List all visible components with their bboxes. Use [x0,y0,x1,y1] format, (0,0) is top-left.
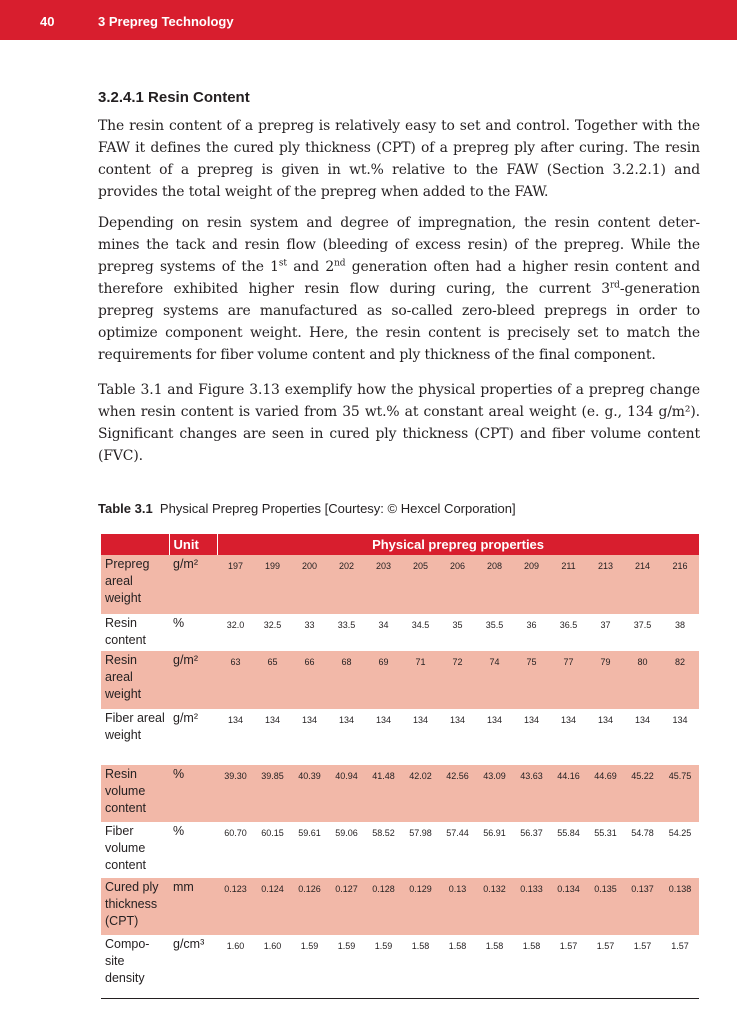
value-cell: 134 [439,709,476,765]
value-cell: 71 [402,651,439,709]
value-cell: 0.128 [365,878,402,935]
table-row [101,878,699,935]
value-cell: 42.56 [439,765,476,822]
value-cell: 1.58 [476,935,513,992]
page-number: 40 [40,14,55,29]
value-cell: 134 [254,709,291,765]
superscript-st: st [278,258,287,269]
value-cell: 1.59 [291,935,328,992]
value-cell: 37 [587,614,624,651]
row-unit: g/m² [169,709,217,765]
table-row [101,614,699,651]
value-cell: 35.5 [476,614,513,651]
values-header: Physical prepreg properties [217,534,699,555]
value-cell: 1.58 [513,935,550,992]
paragraph-2-part-b: and 2 [286,259,335,275]
row-unit: % [169,822,217,878]
table-caption [98,501,516,516]
value-cell: 1.57 [624,935,661,992]
value-cell: 68 [328,651,365,709]
value-cell: 77 [550,651,587,709]
row-unit: % [169,765,217,822]
value-cell: 134 [550,709,587,765]
value-cell: 43.09 [476,765,513,822]
value-cell: 59.61 [291,822,328,878]
row-label: Compo-site density [101,935,169,992]
value-cell: 69 [365,651,402,709]
row-label: Fiber areal weight [101,709,169,765]
page-header-bar [0,0,737,40]
value-cell: 60.15 [254,822,291,878]
table-body [101,555,699,992]
section-heading: 3.2.4.1 Resin Content [98,89,250,106]
value-cell: 55.84 [550,822,587,878]
value-cell: 134 [624,709,661,765]
row-unit: mm [169,878,217,935]
value-cell: 43.63 [513,765,550,822]
value-cell: 39.85 [254,765,291,822]
value-cell: 63 [217,651,254,709]
value-cell: 32.0 [217,614,254,651]
table-row [101,765,699,822]
value-cell: 1.57 [550,935,587,992]
value-cell: 134 [291,709,328,765]
table-caption-text: Physical Prepreg Properties [Courtesy: © Hexcel Corporation] [159,501,516,516]
value-cell: 134 [513,709,550,765]
value-cell: 34.5 [402,614,439,651]
value-cell: 202 [328,555,365,614]
value-cell: 56.37 [513,822,550,878]
value-cell: 59.06 [328,822,365,878]
value-cell: 203 [365,555,402,614]
paragraph-2-part-d: -generation prepreg systems are manufactured as so-called zero-bleed prepregs in order to optimize component weight. Here, the resin content is precisely set to match the requirements for fiber volume content and ply thickness of the final component. [98,281,700,363]
value-cell: 0.123 [217,878,254,935]
value-cell: 1.60 [217,935,254,992]
row-label: Resin content [101,614,169,651]
value-cell: 58.52 [365,822,402,878]
value-cell: 44.69 [587,765,624,822]
paragraph-2-part-a: Depending on resin system and degree of impregnation, the resin content deter-mines the tack and resin flow (bleeding of excess resin) of the prepreg. While the prepreg systems of the 1 [98,215,700,275]
value-cell: 40.94 [328,765,365,822]
value-cell: 33 [291,614,328,651]
value-cell: 36.5 [550,614,587,651]
value-cell: 0.126 [291,878,328,935]
unit-header: Unit [169,534,217,555]
value-cell: 0.134 [550,878,587,935]
value-cell: 134 [328,709,365,765]
value-cell: 1.58 [439,935,476,992]
value-cell: 208 [476,555,513,614]
row-unit: g/cm³ [169,935,217,992]
value-cell: 34 [365,614,402,651]
value-cell: 206 [439,555,476,614]
table-row [101,651,699,709]
value-cell: 134 [402,709,439,765]
value-cell: 60.70 [217,822,254,878]
value-cell: 35 [439,614,476,651]
value-cell: 82 [661,651,699,709]
row-unit: g/m² [169,651,217,709]
value-cell: 65 [254,651,291,709]
value-cell: 38 [661,614,699,651]
value-cell: 216 [661,555,699,614]
value-cell: 44.16 [550,765,587,822]
value-cell: 214 [624,555,661,614]
value-cell: 209 [513,555,550,614]
table-caption-label: Table 3.1 [98,501,153,516]
value-cell: 197 [217,555,254,614]
table-row [101,935,699,992]
value-cell: 37.5 [624,614,661,651]
value-cell: 56.91 [476,822,513,878]
value-cell: 42.02 [402,765,439,822]
value-cell: 134 [587,709,624,765]
value-cell: 0.133 [513,878,550,935]
paragraph-3: Table 3.1 and Figure 3.13 exemplify how the physical properties of a prepreg change when resin content is varied from 35 wt.% at constant areal weight (e. g., 134 g/m²). Significant changes are seen in cured ply thickness (CPT) and fiber volume content (FVC). [98,382,700,464]
value-cell: 134 [661,709,699,765]
row-unit: g/m² [169,555,217,614]
value-cell: 72 [439,651,476,709]
value-cell: 1.58 [402,935,439,992]
value-cell: 74 [476,651,513,709]
value-cell: 40.39 [291,765,328,822]
value-cell: 1.57 [661,935,699,992]
value-cell: 1.59 [328,935,365,992]
table-row [101,709,699,765]
value-cell: 57.98 [402,822,439,878]
value-cell: 213 [587,555,624,614]
table-header-row [101,534,699,555]
value-cell: 0.13 [439,878,476,935]
value-cell: 66 [291,651,328,709]
header-blank-cell [101,534,169,555]
running-title: 3 Prepreg Technology [98,14,234,29]
value-cell: 36 [513,614,550,651]
value-cell: 1.57 [587,935,624,992]
table-bottom-rule [101,998,699,999]
value-cell: 205 [402,555,439,614]
value-cell: 54.25 [661,822,699,878]
table-row [101,555,699,614]
value-cell: 39.30 [217,765,254,822]
value-cell: 79 [587,651,624,709]
value-cell: 134 [217,709,254,765]
row-label: Cured ply thickness (CPT) [101,878,169,935]
value-cell: 0.127 [328,878,365,935]
table-row [101,822,699,878]
value-cell: 55.31 [587,822,624,878]
row-label: Fiber volume content [101,822,169,878]
value-cell: 33.5 [328,614,365,651]
value-cell: 32.5 [254,614,291,651]
value-cell: 0.124 [254,878,291,935]
value-cell: 211 [550,555,587,614]
paragraph-1: The resin content of a prepreg is relatively easy to set and control. Together with the FAW it defines the cured ply thickness (CPT) of a prepreg ply after curing. The resin content of a prepreg is given in wt.% relative to the FAW (Section 3.2.2.1) and provides the total weight of the prepreg when added to the FAW. [98,118,700,200]
value-cell: 0.129 [402,878,439,935]
value-cell: 200 [291,555,328,614]
value-cell: 134 [476,709,513,765]
row-unit: % [169,614,217,651]
row-label: Resin volume content [101,765,169,822]
value-cell: 0.132 [476,878,513,935]
value-cell: 199 [254,555,291,614]
value-cell: 0.135 [587,878,624,935]
paragraph-2-part-c: generation often had a higher resin content and therefore exhibited higher resin flow during curing, the current 3 [98,259,700,297]
row-label: Resin areal weight [101,651,169,709]
value-cell: 1.59 [365,935,402,992]
value-cell: 45.75 [661,765,699,822]
value-cell: 75 [513,651,550,709]
value-cell: 0.137 [624,878,661,935]
superscript-nd: nd [334,258,346,269]
row-label: Prepreg areal weight [101,555,169,614]
paragraph-2 [98,212,700,366]
value-cell: 1.60 [254,935,291,992]
value-cell: 41.48 [365,765,402,822]
value-cell: 45.22 [624,765,661,822]
physical-properties-table [101,534,700,992]
value-cell: 57.44 [439,822,476,878]
value-cell: 134 [365,709,402,765]
value-cell: 54.78 [624,822,661,878]
value-cell: 0.138 [661,878,699,935]
superscript-rd: rd [609,280,620,291]
value-cell: 80 [624,651,661,709]
